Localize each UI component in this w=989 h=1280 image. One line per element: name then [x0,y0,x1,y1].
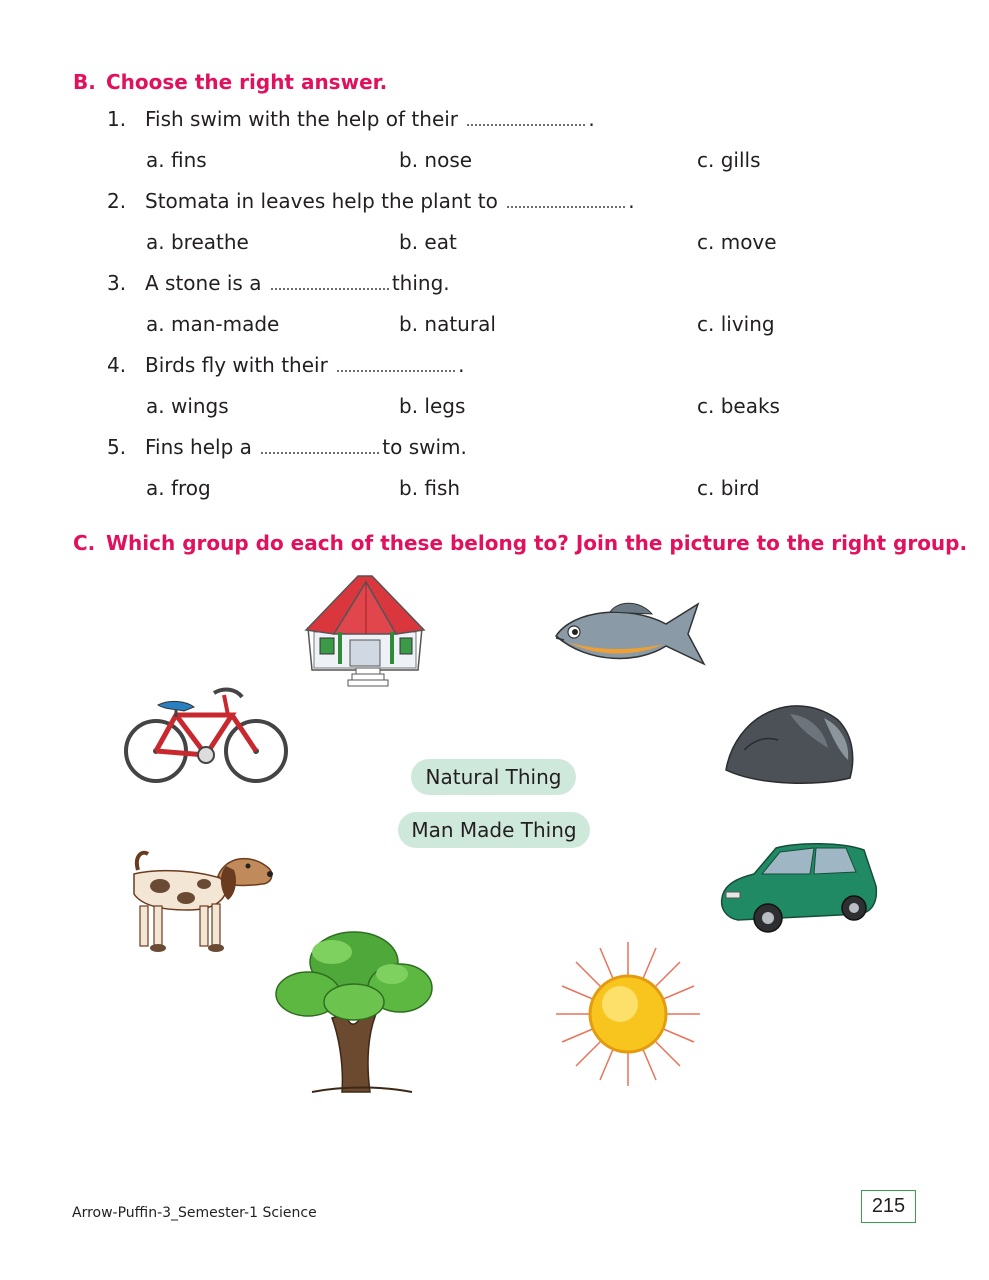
option-c[interactable]: c. bird [697,476,760,500]
question-1 [107,107,595,131]
option-a[interactable]: a. frog [146,476,211,500]
man-made-thing-group[interactable]: Man Made Thing [398,812,590,848]
question-text-end: . [458,353,465,377]
car-icon[interactable] [718,840,880,940]
section-c-title: Which group do each of these belong to? Join the picture to the right group. [106,531,968,555]
option-c[interactable]: c. gills [697,148,761,172]
sun-icon[interactable] [554,940,702,1088]
option-a[interactable]: a. wings [146,394,229,418]
question-text: Fins help a [145,435,252,459]
question-text: Fish swim with the help of their [145,107,459,131]
tree-icon[interactable] [272,922,437,1100]
answer-blank[interactable] [507,192,625,208]
fish-icon[interactable] [548,598,708,668]
option-b[interactable]: b. eat [399,230,457,254]
question-number: 4. [107,353,127,377]
stone-icon[interactable] [720,700,860,788]
answer-blank[interactable] [261,438,379,454]
question-number: 5. [107,435,127,459]
answer-blank[interactable] [337,356,455,372]
question-text: A stone is a [145,271,262,295]
option-b[interactable]: b. fish [399,476,461,500]
option-c[interactable]: c. living [697,312,775,336]
house-icon[interactable] [300,572,430,690]
option-c[interactable]: c. beaks [697,394,780,418]
question-text-end: . [628,189,635,213]
option-b[interactable]: b. natural [399,312,496,336]
question-5 [107,435,467,459]
question-text-end: to swim. [382,435,467,459]
footer-text: Arrow-Puffin-3_Semester-1 Science [72,1205,317,1221]
section-c-heading [73,531,967,555]
question-4 [107,353,465,377]
question-text-end: . [588,107,595,131]
question-text-end: thing. [391,271,450,295]
option-a[interactable]: a. man-made [146,312,280,336]
section-c-label: C. [73,531,96,555]
bicycle-icon[interactable] [120,685,290,790]
question-3 [107,271,450,295]
question-number: 1. [107,107,127,131]
natural-thing-group[interactable]: Natural Thing [411,759,576,795]
question-number: 3. [107,271,127,295]
section-b-title: Choose the right answer. [106,70,388,94]
option-a[interactable]: a. fins [146,148,207,172]
answer-blank[interactable] [467,110,585,126]
section-b-heading [73,70,387,94]
answer-blank[interactable] [271,274,389,290]
question-2 [107,189,635,213]
option-b[interactable]: b. legs [399,394,466,418]
question-text: Stomata in leaves help the plant to [145,189,498,213]
option-a[interactable]: a. breathe [146,230,249,254]
question-text: Birds fly with their [145,353,328,377]
option-b[interactable]: b. nose [399,148,473,172]
option-c[interactable]: c. move [697,230,777,254]
dog-icon[interactable] [118,848,278,958]
section-b-label: B. [73,70,96,94]
page-number: 215 [861,1190,916,1223]
question-number: 2. [107,189,127,213]
